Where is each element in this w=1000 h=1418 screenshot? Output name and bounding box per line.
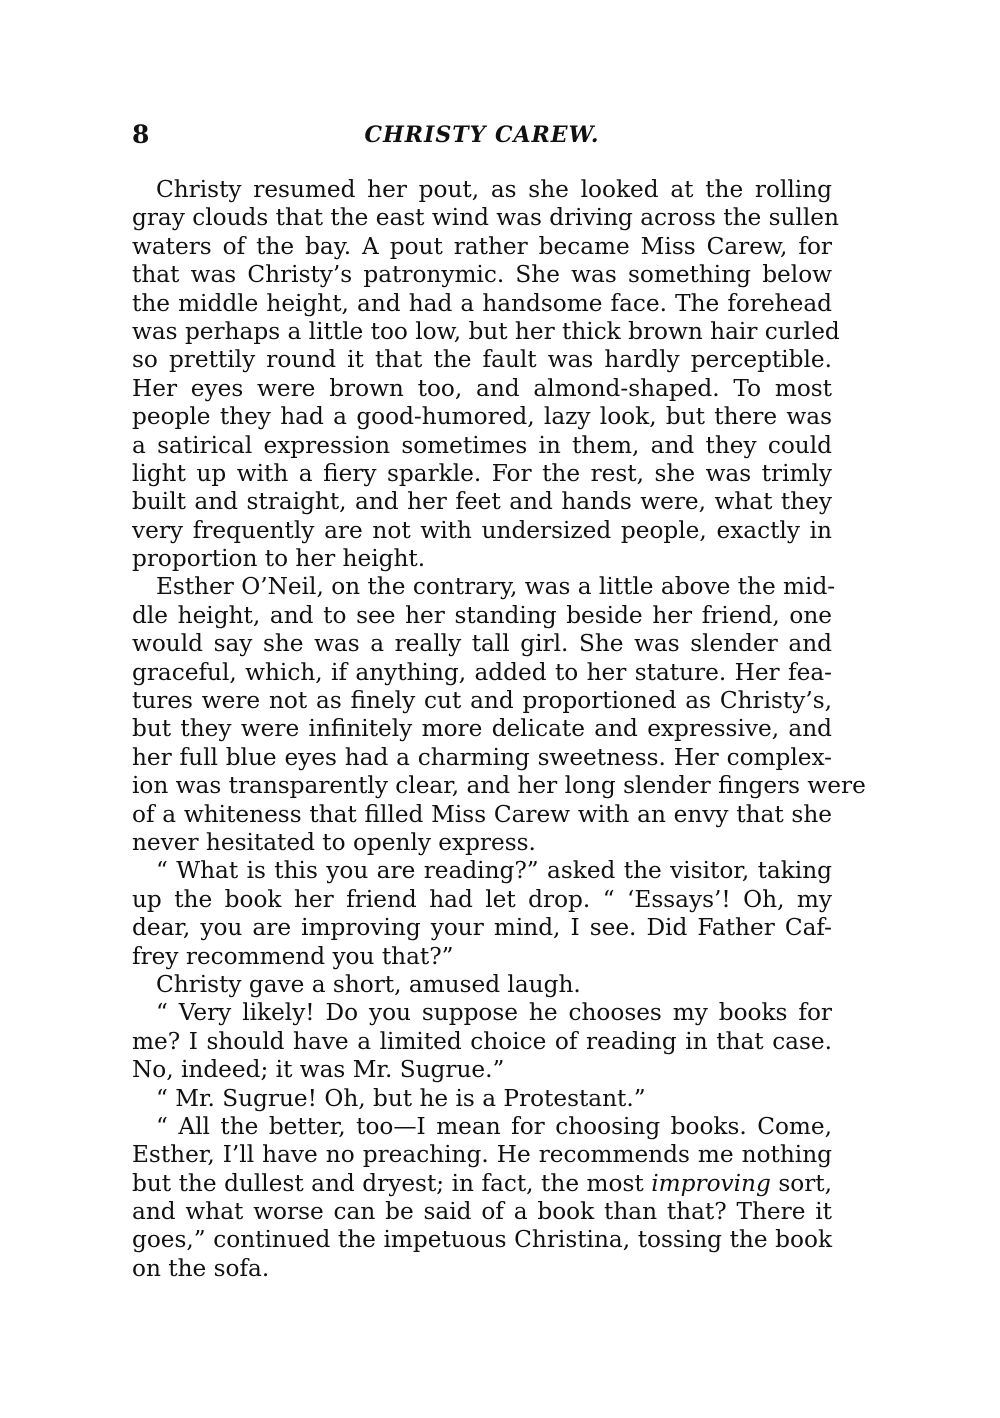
text-line: Her eyes were brown too, and almond-shaped. To most [132, 374, 832, 402]
text-line: gray clouds that the east wind was driving across the sullen [132, 204, 839, 232]
text-line: very frequently are not with undersized people, exactly in [132, 516, 832, 544]
text-line: “ Very likely! Do you suppose he chooses my books for [156, 999, 832, 1027]
text-line: would say she was a really tall girl. She was slender and [132, 630, 832, 658]
paragraph [132, 1113, 832, 1283]
text-line: but they were infinitely more delicate and expressive, and [132, 715, 832, 743]
text-line: goes,” continued the impetuous Christina, tossing the book [132, 1226, 832, 1254]
text-line: on the sofa. [132, 1254, 270, 1282]
text-line: “ All the better, too—I mean for choosing books. Come, [156, 1112, 832, 1140]
text-line: that was Christy’s patronymic. She was something below [132, 261, 832, 289]
text-line: up the book her friend had let drop. “ ‘Essays’! Oh, my [132, 885, 832, 913]
text-line: a satirical expression sometimes in them, and they could [132, 431, 832, 459]
text-line: graceful, which, if anything, added to her stature. Her fea- [132, 658, 832, 686]
paragraph [132, 1085, 832, 1113]
text-line: so prettily round it that the fault was hardly perceptible. [132, 346, 832, 374]
paragraph [132, 573, 866, 857]
text-line: waters of the bay. A pout rather became Miss Carew, for [132, 232, 832, 260]
text-line: “ Mr. Sugrue! Oh, but he is a Protestant.” [156, 1084, 646, 1112]
text-line: No, indeed; it was Mr. Sugrue.” [132, 1056, 505, 1084]
text-line: her full blue eyes had a charming sweetness. Her complex- [132, 743, 832, 771]
paragraph [132, 999, 832, 1084]
text-line: ion was transparently clear, and her long slender fingers were [132, 772, 866, 800]
text-line: never hesitated to openly express. [132, 828, 536, 856]
text-line: was perhaps a little too low, but her thick brown hair curled [132, 317, 840, 345]
text-line: Christy gave a short, amused laugh. [156, 970, 581, 998]
text-line: the middle height, and had a handsome face. The forehead [132, 289, 832, 317]
text-line: of a whiteness that filled Miss Carew with an envy that she [132, 800, 832, 828]
text-line: people they had a good-humored, lazy look, but there was [132, 403, 832, 431]
text-line: me? I should have a limited choice of reading in that case. [132, 1027, 832, 1055]
text-line: Esther O’Neil, on the contrary, was a little above the mid- [156, 573, 836, 601]
text-line: dear, you are improving your mind, I see. Did Father Caf- [132, 914, 832, 942]
text-line: light up with a fiery sparkle. For the rest, she was trimly [132, 459, 832, 487]
text-line: proportion to her height. [132, 545, 426, 573]
body-text [132, 176, 866, 1283]
running-head [132, 118, 832, 152]
text-line: built and straight, and her feet and hands were, what they [132, 488, 832, 516]
page-number: 8 [132, 120, 150, 149]
text-line: “ What is this you are reading?” asked the visitor, taking [156, 857, 832, 885]
text-line: tures were not as finely cut and proportioned as Christy’s, [132, 687, 832, 715]
paragraph [132, 176, 840, 573]
text-line: and what worse can be said of a book than that? There it [132, 1198, 832, 1226]
paragraph [132, 971, 832, 999]
text-line: Christy resumed her pout, as she looked at the rolling [156, 176, 832, 203]
running-title: CHRISTY CAREW. [364, 122, 600, 148]
paragraph [132, 857, 832, 971]
emphasis-text: improving [651, 1169, 771, 1197]
text-line: dle height, and to see her standing beside her friend, one [132, 601, 832, 629]
text-line: frey recommend you that?” [132, 942, 454, 970]
text-line: Esther, I’ll have no preaching. He recommends me nothing [132, 1141, 832, 1169]
text-line: but the dullest and dryest; in fact, the most improving sort, [132, 1169, 832, 1197]
